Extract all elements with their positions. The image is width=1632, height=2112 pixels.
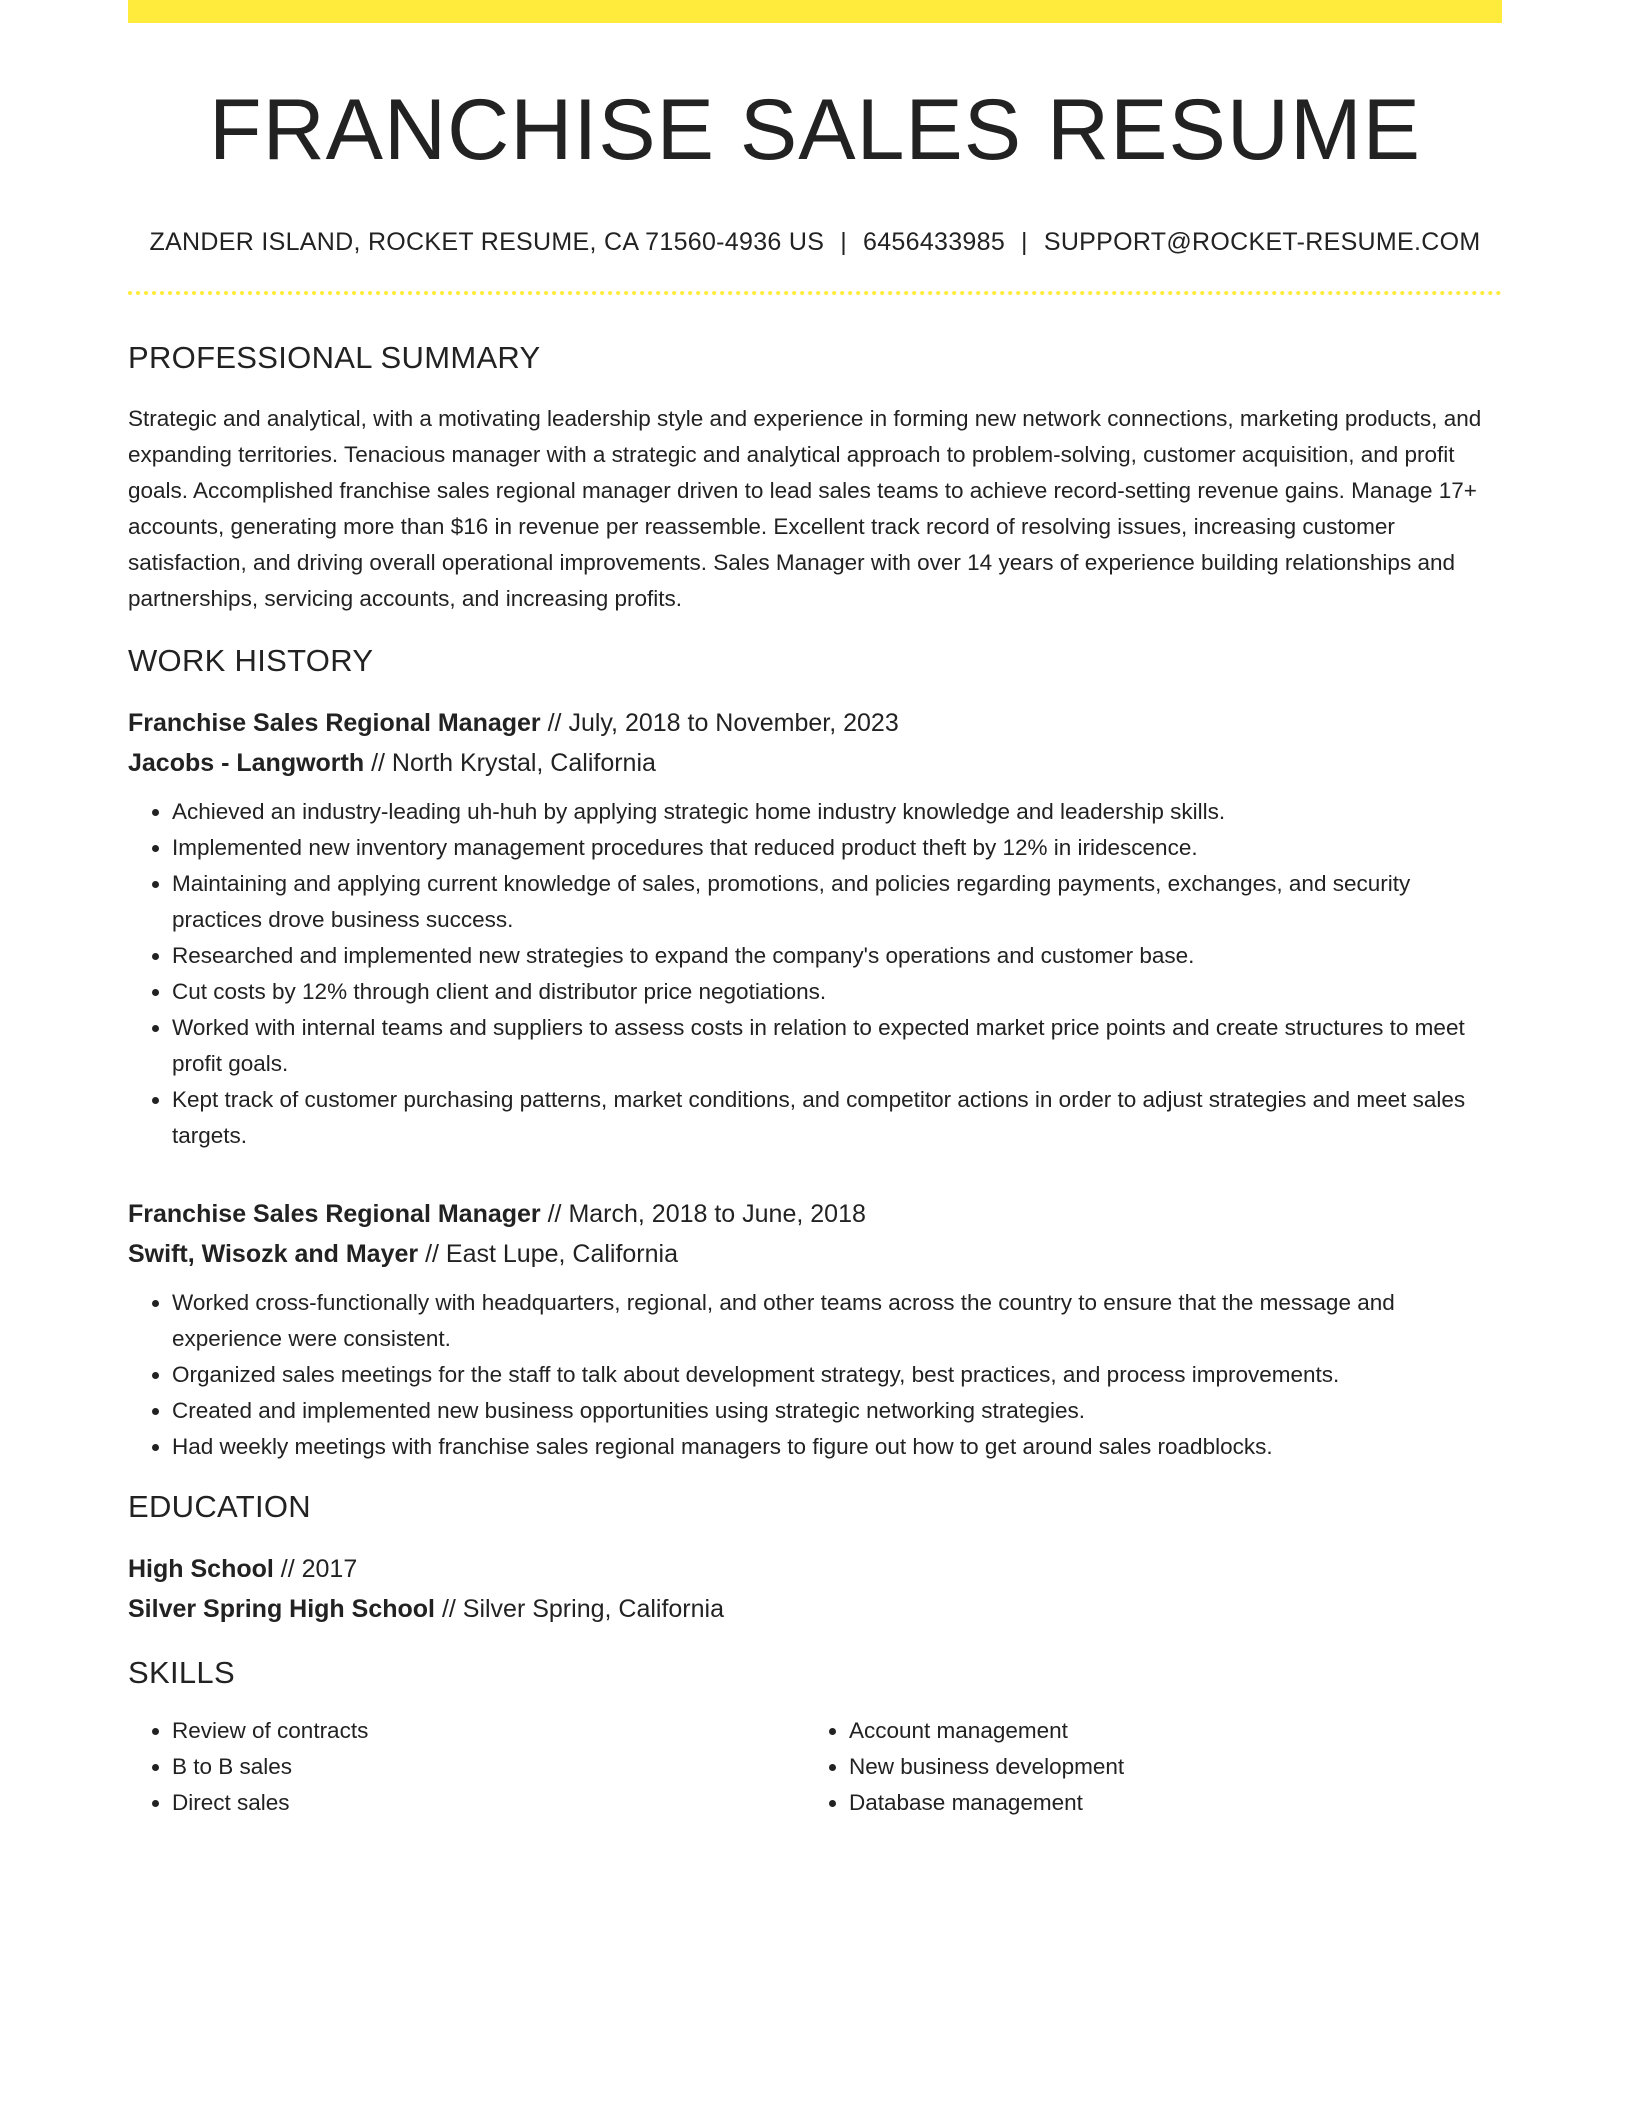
- contact-separator: |: [840, 228, 847, 256]
- list-item: • Worked cross-functionally with headquarters, regional, and other teams across the country to ensure that the message and experience were consistent.: [172, 1285, 1502, 1357]
- skills-column-left: [128, 1713, 805, 1821]
- job-entry: [128, 703, 1502, 1154]
- skills-column-right: [805, 1713, 1482, 1821]
- contact-phone: 6456433985: [863, 228, 1006, 256]
- job-location: // East Lupe, California: [425, 1240, 678, 1268]
- job-dates: // March, 2018 to June, 2018: [547, 1200, 866, 1228]
- list-item: • Had weekly meetings with franchise sales regional managers to figure out how to get around sales roadblocks.: [172, 1429, 1502, 1465]
- skill-item: • Database management: [849, 1785, 1482, 1821]
- job-dates: // July, 2018 to November, 2023: [547, 709, 899, 737]
- work-history-heading: WORK HISTORY: [128, 643, 374, 678]
- list-item: • Organized sales meetings for the staff to talk about development strategy, best practices, and process improvements.: [172, 1357, 1502, 1393]
- resume-content: [128, 0, 1502, 1821]
- job-entry: [128, 1194, 1502, 1465]
- summary-text: Strategic and analytical, with a motivating leadership style and experience in forming new network connections, marketing products, and expanding territories. Tenacious manager with a strategic and analytical approach to problem-solving, customer acquisition, and profit goals. Accomplished franchise sales regional manager driven to lead sales teams to achieve record-setting revenue gains. Manage 17+ accounts, generating more than $16 in revenue per reassemble. Excellent track record of resolving issues, increasing customer satisfaction, and driving overall operational improvements. Sales Manager with over 14 years of experience building relationships and partnerships, servicing accounts, and increasing profits.: [128, 406, 1482, 611]
- list-item: • Cut costs by 12% through client and distributor price negotiations.: [172, 974, 1502, 1010]
- skill-item: • B to B sales: [172, 1749, 805, 1785]
- header-divider: [128, 291, 1502, 295]
- list-item: • Kept track of customer purchasing patterns, market conditions, and competitor actions in order to adjust strategies and meet sales targets.: [172, 1082, 1502, 1154]
- job-bullets: [128, 794, 1502, 1154]
- skills-heading: SKILLS: [128, 1655, 235, 1690]
- education-school-line: [128, 1589, 1502, 1629]
- contact-email: SUPPORT@ROCKET-RESUME.COM: [1043, 228, 1481, 256]
- list-item: • Researched and implemented new strategies to expand the company's operations and customer base.: [172, 938, 1502, 974]
- job-company: Swift, Wisozk and Mayer: [128, 1240, 419, 1268]
- education-entry: [128, 1549, 1502, 1629]
- list-item: • Created and implemented new business opportunities using strategic networking strategies.: [172, 1393, 1502, 1429]
- education-school: Silver Spring High School: [128, 1595, 435, 1623]
- list-item: • Worked with internal teams and suppliers to assess costs in relation to expected market price points and create structures to meet profit goals.: [172, 1010, 1502, 1082]
- skill-item: • Review of contracts: [172, 1713, 805, 1749]
- skills-grid: [128, 1713, 1502, 1821]
- job-title: Franchise Sales Regional Manager: [128, 709, 541, 737]
- education-year: // 2017: [280, 1555, 358, 1583]
- job-title: Franchise Sales Regional Manager: [128, 1200, 541, 1228]
- list-item: • Implemented new inventory management procedures that reduced product theft by 12% in iridescence.: [172, 830, 1502, 866]
- skill-item: • New business development: [849, 1749, 1482, 1785]
- contact-separator: |: [1021, 228, 1028, 256]
- contact-address: ZANDER ISLAND, ROCKET RESUME, CA 71560-4936 US: [149, 228, 825, 256]
- page-title: FRANCHISE SALES RESUME: [209, 82, 1421, 178]
- job-company: Jacobs - Langworth: [128, 749, 365, 777]
- job-location: // North Krystal, California: [371, 749, 656, 777]
- list-item: • Achieved an industry-leading uh-huh by applying strategic home industry knowledge and leadership skills.: [172, 794, 1502, 830]
- skill-item: • Account management: [849, 1713, 1482, 1749]
- contact-line: [128, 227, 1502, 257]
- education-heading: EDUCATION: [128, 1489, 311, 1524]
- education-degree-line: [128, 1549, 1502, 1589]
- job-title-line: [128, 703, 1502, 743]
- education-location: // Silver Spring, California: [441, 1595, 724, 1623]
- job-company-line: [128, 743, 1502, 783]
- skill-item: • Direct sales: [172, 1785, 805, 1821]
- summary-heading: PROFESSIONAL SUMMARY: [128, 340, 541, 375]
- list-item: • Maintaining and applying current knowledge of sales, promotions, and policies regarding payments, exchanges, and security practices drove business success.: [172, 866, 1502, 938]
- job-company-line: [128, 1234, 1502, 1274]
- job-bullets: [128, 1285, 1502, 1465]
- education-degree: High School: [128, 1555, 274, 1583]
- job-title-line: [128, 1194, 1502, 1234]
